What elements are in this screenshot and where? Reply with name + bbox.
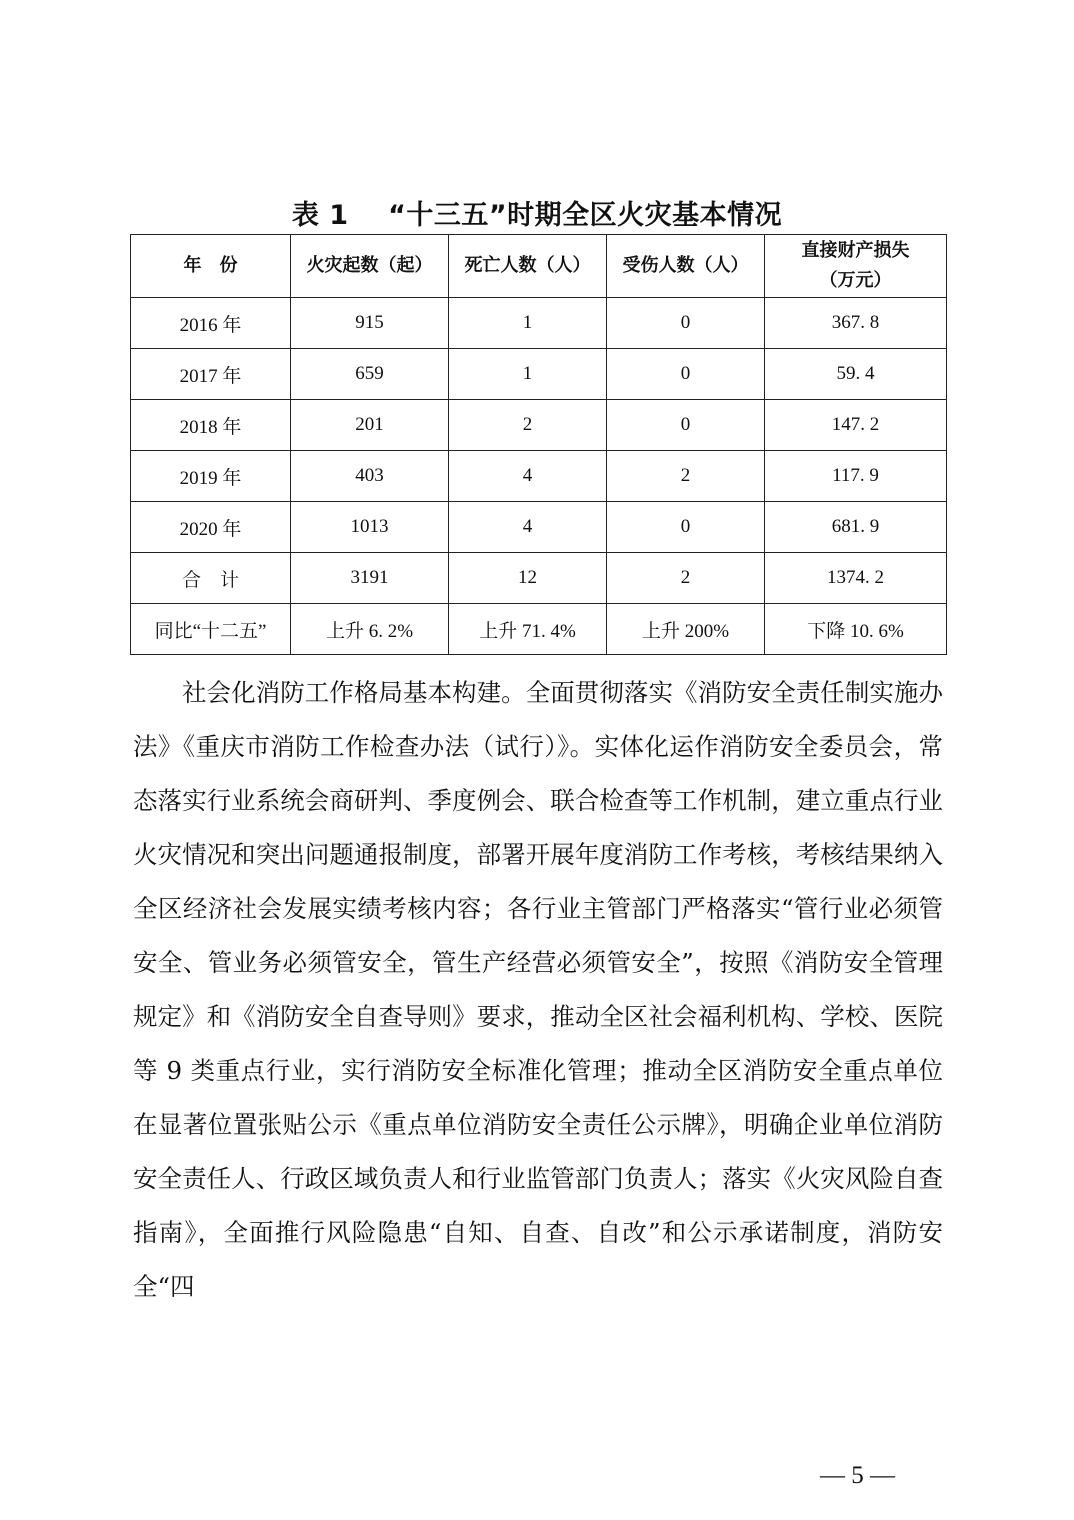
cell-fire-count: 659 <box>291 349 449 400</box>
cell-deaths: 12 <box>449 553 607 604</box>
cell-fire-count: 201 <box>291 400 449 451</box>
cell-property-loss: 59. 4 <box>765 349 947 400</box>
cell-year: 2016 年 <box>131 298 291 349</box>
header-deaths: 死亡人数（人） <box>449 235 607 298</box>
table-total-row <box>131 553 947 604</box>
header-year: 年 份 <box>131 235 291 298</box>
cell-year: 2017 年 <box>131 349 291 400</box>
cell-injuries: 0 <box>607 298 765 349</box>
cell-fire-count: 1013 <box>291 502 449 553</box>
cell-injuries: 2 <box>607 451 765 502</box>
cell-year: 2019 年 <box>131 451 291 502</box>
table-comparison-row <box>131 604 947 655</box>
cell-injuries: 2 <box>607 553 765 604</box>
cell-injuries-change: 上升 200% <box>607 604 765 655</box>
cell-total-label: 合 计 <box>131 553 291 604</box>
cell-fire-count: 3191 <box>291 553 449 604</box>
header-property-loss: 直接财产损失 （万元） <box>765 235 947 298</box>
header-fire-count: 火灾起数（起） <box>291 235 449 298</box>
table-row <box>131 298 947 349</box>
cell-deaths: 4 <box>449 502 607 553</box>
cell-deaths: 1 <box>449 298 607 349</box>
table-row <box>131 451 947 502</box>
body-paragraph: 社会化消防工作格局基本构建。全面贯彻落实《消防安全责任制实施办法》《重庆市消防工作检查办法（试行）》。实体化运作消防安全委员会，常态落实行业系统会商研判、季度例会、联合检查等工作机制，建立重点行业火灾情况和突出问题通报制度，部署开展年度消防工作考核，考核结果纳入全区经济社会发展实绩考核内容；各行业主管部门严格落实“管行业必须管安全、管业务必须管安全，管生产经营必须管安全”，按照《消防安全管理规定》和《消防安全自查导则》要求，推动全区社会福利机构、学校、医院等 9 类重点行业，实行消防安全标准化管理；推动全区消防安全重点单位在显著位置张贴公示《重点单位消防安全责任公示牌》，明确企业单位消防安全责任人、行政区域负责人和行业监管部门负责人；落实《火灾风险自查指南》，全面推行风险隐患“自知、自查、自改”和公示承诺制度，消防安全“四 <box>133 678 943 1301</box>
table-row <box>131 349 947 400</box>
cell-property-loss: 367. 8 <box>765 298 947 349</box>
cell-deaths-change: 上升 71. 4% <box>449 604 607 655</box>
header-injuries: 受伤人数（人） <box>607 235 765 298</box>
cell-deaths: 4 <box>449 451 607 502</box>
cell-property-loss: 1374. 2 <box>765 553 947 604</box>
cell-injuries: 0 <box>607 349 765 400</box>
table-row <box>131 502 947 553</box>
cell-fire-count-change: 上升 6. 2% <box>291 604 449 655</box>
body-text <box>133 666 943 1314</box>
cell-year: 2020 年 <box>131 502 291 553</box>
cell-year: 2018 年 <box>131 400 291 451</box>
cell-injuries: 0 <box>607 502 765 553</box>
table-header-row <box>131 235 947 298</box>
cell-injuries: 0 <box>607 400 765 451</box>
fire-statistics-table <box>130 234 947 655</box>
cell-fire-count: 403 <box>291 451 449 502</box>
cell-fire-count: 915 <box>291 298 449 349</box>
cell-property-loss: 117. 9 <box>765 451 947 502</box>
table-row <box>131 400 947 451</box>
cell-property-loss: 681. 9 <box>765 502 947 553</box>
page-number: — 5 — <box>820 1462 895 1489</box>
cell-comparison-label: 同比“十二五” <box>131 604 291 655</box>
cell-property-loss: 147. 2 <box>765 400 947 451</box>
cell-deaths: 2 <box>449 400 607 451</box>
cell-property-loss-change: 下降 10. 6% <box>765 604 947 655</box>
table-title: 表 1 “十三五”时期全区火灾基本情况 <box>291 200 783 231</box>
cell-deaths: 1 <box>449 349 607 400</box>
